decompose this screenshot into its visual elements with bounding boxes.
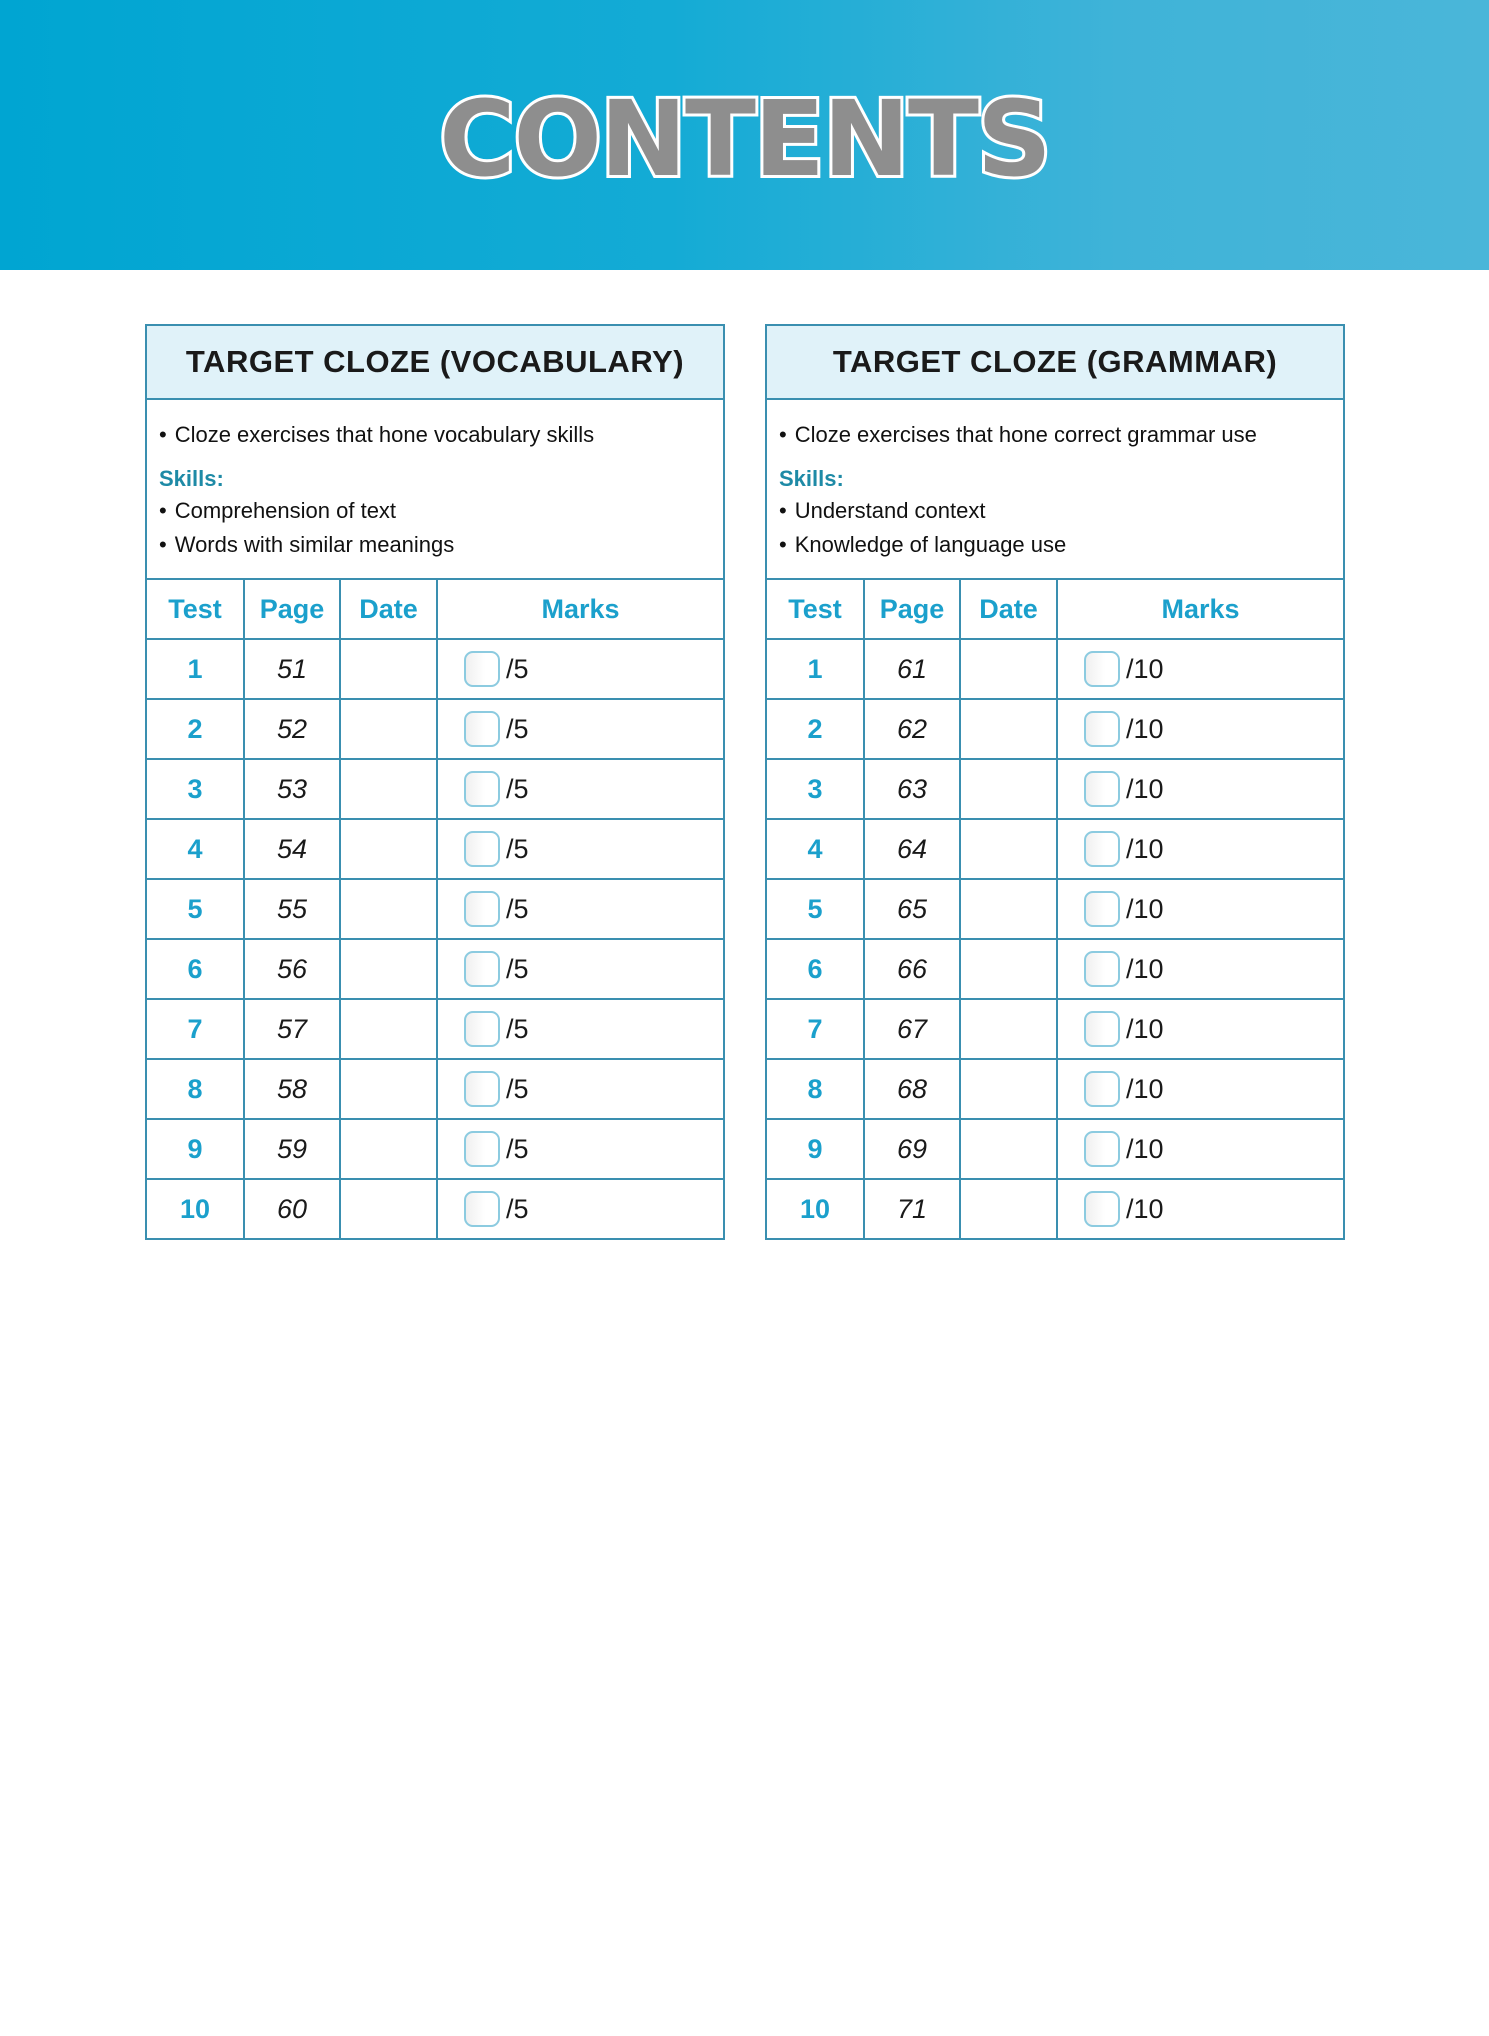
table-row <box>147 1059 723 1119</box>
date-field[interactable] <box>960 939 1057 999</box>
table-row <box>767 639 1343 699</box>
page-number: 55 <box>244 879 340 939</box>
table-row <box>147 1119 723 1179</box>
page-number: 68 <box>864 1059 960 1119</box>
column-header-test: Test <box>147 580 244 639</box>
table-row <box>147 759 723 819</box>
date-field[interactable] <box>340 1059 437 1119</box>
marks-total: /5 <box>506 953 529 984</box>
skill-item: • Words with similar meanings <box>159 528 711 562</box>
marks-cell <box>1057 939 1343 999</box>
marks-total: /10 <box>1126 1073 1164 1104</box>
date-field[interactable] <box>960 819 1057 879</box>
table-row <box>767 999 1343 1059</box>
page-number: 63 <box>864 759 960 819</box>
marks-cell <box>1057 879 1343 939</box>
marks-input-box[interactable] <box>464 891 500 927</box>
table-row <box>147 699 723 759</box>
section-vocabulary <box>145 324 725 1240</box>
marks-cell <box>437 999 723 1059</box>
test-number: 9 <box>767 1119 864 1179</box>
test-number: 9 <box>147 1119 244 1179</box>
skill-item: • Understand context <box>779 494 1331 528</box>
marks-total: /10 <box>1126 773 1164 804</box>
test-number: 6 <box>767 939 864 999</box>
marks-total: /10 <box>1126 833 1164 864</box>
marks-total: /10 <box>1126 1133 1164 1164</box>
marks-total: /5 <box>506 713 529 744</box>
marks-input-box[interactable] <box>1084 1131 1120 1167</box>
date-field[interactable] <box>340 879 437 939</box>
page-number: 71 <box>864 1179 960 1238</box>
marks-total: /10 <box>1126 953 1164 984</box>
date-field[interactable] <box>960 759 1057 819</box>
skill-item: • Comprehension of text <box>159 494 711 528</box>
marks-cell <box>1057 999 1343 1059</box>
table-row <box>767 819 1343 879</box>
marks-input-box[interactable] <box>1084 831 1120 867</box>
section-grammar <box>765 324 1345 1240</box>
date-field[interactable] <box>340 639 437 699</box>
table-row <box>767 939 1343 999</box>
date-field[interactable] <box>340 939 437 999</box>
marks-cell <box>1057 1059 1343 1119</box>
date-field[interactable] <box>960 639 1057 699</box>
marks-input-box[interactable] <box>1084 1011 1120 1047</box>
marks-input-box[interactable] <box>464 651 500 687</box>
marks-cell <box>437 699 723 759</box>
table-row <box>147 939 723 999</box>
page-number: 54 <box>244 819 340 879</box>
marks-input-box[interactable] <box>464 951 500 987</box>
marks-input-box[interactable] <box>1084 771 1120 807</box>
page-number: 60 <box>244 1179 340 1238</box>
marks-input-box[interactable] <box>464 1191 500 1227</box>
test-number: 3 <box>767 759 864 819</box>
page-number: 53 <box>244 759 340 819</box>
date-field[interactable] <box>960 879 1057 939</box>
marks-cell <box>1057 699 1343 759</box>
description-bullet: • Cloze exercises that hone correct grammar use <box>779 418 1331 452</box>
page-number: 64 <box>864 819 960 879</box>
column-header-page: Page <box>244 580 340 639</box>
marks-cell <box>437 1119 723 1179</box>
page-title: CONTENTS <box>439 78 1050 200</box>
marks-input-box[interactable] <box>464 771 500 807</box>
marks-cell <box>1057 759 1343 819</box>
page-number: 67 <box>864 999 960 1059</box>
table-row <box>147 819 723 879</box>
page-number: 61 <box>864 639 960 699</box>
marks-input-box[interactable] <box>464 1011 500 1047</box>
marks-total: /5 <box>506 1193 529 1224</box>
marks-total: /10 <box>1126 1193 1164 1224</box>
marks-cell <box>1057 1119 1343 1179</box>
page-number: 56 <box>244 939 340 999</box>
column-header-date: Date <box>340 580 437 639</box>
page-number: 66 <box>864 939 960 999</box>
date-field[interactable] <box>340 699 437 759</box>
table-row <box>767 1179 1343 1238</box>
date-field[interactable] <box>340 999 437 1059</box>
date-field[interactable] <box>960 1059 1057 1119</box>
marks-input-box[interactable] <box>1084 711 1120 747</box>
marks-input-box[interactable] <box>464 1131 500 1167</box>
page-number: 58 <box>244 1059 340 1119</box>
marks-total: /5 <box>506 1073 529 1104</box>
column-header-page: Page <box>864 580 960 639</box>
marks-input-box[interactable] <box>1084 1071 1120 1107</box>
page-number: 51 <box>244 639 340 699</box>
skill-item: • Knowledge of language use <box>779 528 1331 562</box>
test-number: 6 <box>147 939 244 999</box>
marks-total: /5 <box>506 833 529 864</box>
page-number: 57 <box>244 999 340 1059</box>
test-number: 7 <box>767 999 864 1059</box>
marks-input-box[interactable] <box>464 831 500 867</box>
table-header-row <box>767 580 1343 639</box>
date-field[interactable] <box>960 1119 1057 1179</box>
marks-input-box[interactable] <box>464 711 500 747</box>
marks-cell <box>1057 639 1343 699</box>
test-number: 4 <box>147 819 244 879</box>
column-header-test: Test <box>767 580 864 639</box>
marks-cell <box>1057 1179 1343 1238</box>
marks-cell <box>1057 819 1343 879</box>
marks-cell <box>437 1059 723 1119</box>
marks-total: /10 <box>1126 653 1164 684</box>
column-header-marks: Marks <box>1057 580 1343 639</box>
page-number: 62 <box>864 699 960 759</box>
progress-table <box>147 580 723 1238</box>
marks-cell <box>437 1179 723 1238</box>
table-row <box>147 1179 723 1238</box>
date-field[interactable] <box>340 1119 437 1179</box>
date-field[interactable] <box>960 999 1057 1059</box>
marks-input-box[interactable] <box>1084 891 1120 927</box>
progress-table <box>767 580 1343 1238</box>
marks-total: /5 <box>506 1013 529 1044</box>
table-row <box>767 759 1343 819</box>
marks-input-box[interactable] <box>1084 651 1120 687</box>
test-number: 10 <box>147 1179 244 1238</box>
test-number: 5 <box>147 879 244 939</box>
table-row <box>147 639 723 699</box>
marks-total: /10 <box>1126 893 1164 924</box>
section-description <box>147 400 723 580</box>
test-number: 2 <box>767 699 864 759</box>
table-row <box>147 879 723 939</box>
marks-total: /10 <box>1126 713 1164 744</box>
section-title: TARGET CLOZE (VOCABULARY) <box>147 326 723 400</box>
column-header-date: Date <box>960 580 1057 639</box>
test-number: 10 <box>767 1179 864 1238</box>
marks-cell <box>437 939 723 999</box>
page-number: 52 <box>244 699 340 759</box>
marks-total: /5 <box>506 893 529 924</box>
skills-label: Skills: <box>159 466 224 491</box>
page-number: 69 <box>864 1119 960 1179</box>
table-row <box>767 1059 1343 1119</box>
page-number: 65 <box>864 879 960 939</box>
table-row <box>767 699 1343 759</box>
marks-cell <box>437 759 723 819</box>
table-row <box>767 1119 1343 1179</box>
test-number: 5 <box>767 879 864 939</box>
marks-cell <box>437 639 723 699</box>
table-row <box>767 879 1343 939</box>
marks-total: /5 <box>506 773 529 804</box>
test-number: 2 <box>147 699 244 759</box>
section-title: TARGET CLOZE (GRAMMAR) <box>767 326 1343 400</box>
marks-input-box[interactable] <box>464 1071 500 1107</box>
date-field[interactable] <box>960 1179 1057 1238</box>
description-bullet: • Cloze exercises that hone vocabulary skills <box>159 418 711 452</box>
test-number: 4 <box>767 819 864 879</box>
column-header-marks: Marks <box>437 580 723 639</box>
date-field[interactable] <box>340 819 437 879</box>
page-number: 59 <box>244 1119 340 1179</box>
marks-total: /10 <box>1126 1013 1164 1044</box>
date-field[interactable] <box>960 699 1057 759</box>
skills-label: Skills: <box>779 466 844 491</box>
marks-total: /5 <box>506 653 529 684</box>
test-number: 1 <box>147 639 244 699</box>
test-number: 1 <box>767 639 864 699</box>
marks-cell <box>437 879 723 939</box>
table-header-row <box>147 580 723 639</box>
test-number: 8 <box>147 1059 244 1119</box>
test-number: 7 <box>147 999 244 1059</box>
marks-total: /5 <box>506 1133 529 1164</box>
marks-cell <box>437 819 723 879</box>
marks-input-box[interactable] <box>1084 1191 1120 1227</box>
test-number: 8 <box>767 1059 864 1119</box>
table-row <box>147 999 723 1059</box>
date-field[interactable] <box>340 759 437 819</box>
test-number: 3 <box>147 759 244 819</box>
marks-input-box[interactable] <box>1084 951 1120 987</box>
section-description <box>767 400 1343 580</box>
date-field[interactable] <box>340 1179 437 1238</box>
